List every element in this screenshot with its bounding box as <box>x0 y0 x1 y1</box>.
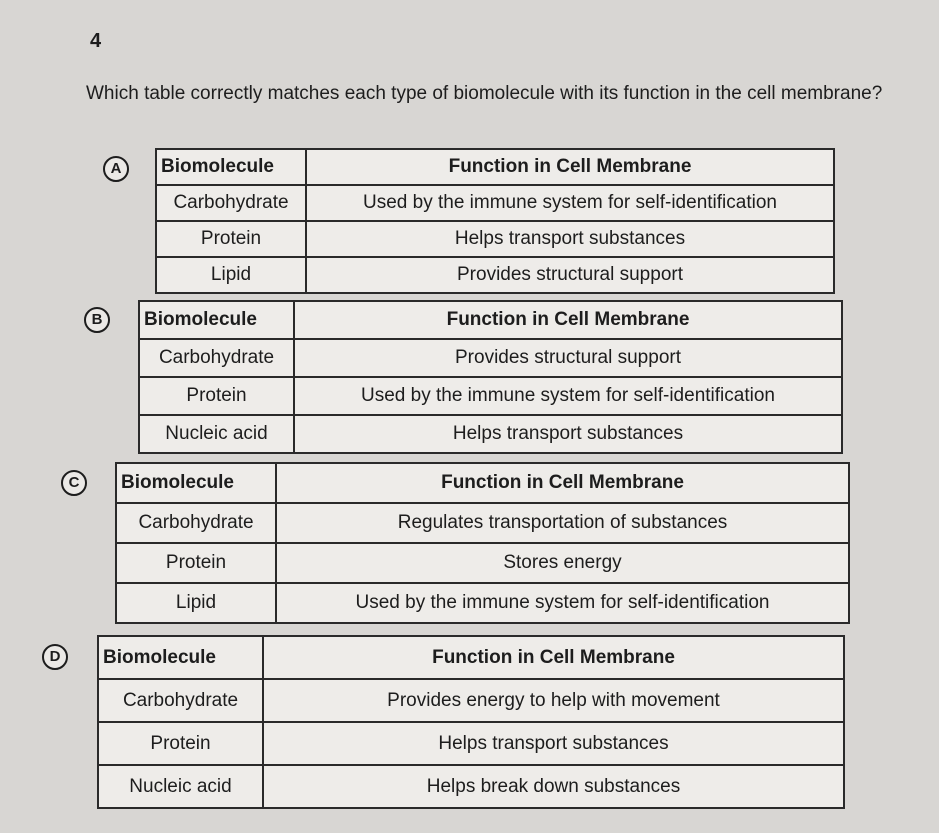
header-biomolecule: Biomolecule <box>98 636 263 679</box>
cell-biomolecule: Carbohydrate <box>139 339 294 377</box>
cell-biomolecule: Carbohydrate <box>98 679 263 722</box>
option-d-table <box>97 635 845 809</box>
cell-function: Regulates transportation of substances <box>276 503 849 543</box>
header-function: Function in Cell Membrane <box>276 463 849 503</box>
cell-biomolecule: Lipid <box>156 257 306 293</box>
cell-function: Used by the immune system for self-identification <box>306 185 834 221</box>
cell-function: Provides structural support <box>294 339 842 377</box>
question-stem: Which table correctly matches each type of biomolecule with its function in the cell membrane? <box>86 83 883 104</box>
header-function: Function in Cell Membrane <box>306 149 834 185</box>
cell-function: Provides structural support <box>306 257 834 293</box>
option-d-letter-badge[interactable]: D <box>42 644 68 670</box>
option-b-letter-badge[interactable]: B <box>84 307 110 333</box>
cell-function: Helps break down substances <box>263 765 844 808</box>
cell-function: Used by the immune system for self-identification <box>294 377 842 415</box>
cell-biomolecule: Lipid <box>116 583 276 623</box>
cell-biomolecule: Nucleic acid <box>139 415 294 453</box>
question-number: 4 <box>90 30 102 52</box>
header-biomolecule: Biomolecule <box>139 301 294 339</box>
cell-function: Provides energy to help with movement <box>263 679 844 722</box>
option-c-table <box>115 462 850 624</box>
cell-biomolecule: Carbohydrate <box>116 503 276 543</box>
option-a-letter-badge[interactable]: A <box>103 156 129 182</box>
option-c-letter-badge[interactable]: C <box>61 470 87 496</box>
header-biomolecule: Biomolecule <box>116 463 276 503</box>
header-function: Function in Cell Membrane <box>294 301 842 339</box>
cell-biomolecule: Carbohydrate <box>156 185 306 221</box>
cell-biomolecule: Protein <box>98 722 263 765</box>
cell-biomolecule: Protein <box>139 377 294 415</box>
header-biomolecule: Biomolecule <box>156 149 306 185</box>
option-a-table <box>155 148 835 294</box>
cell-function: Helps transport substances <box>306 221 834 257</box>
cell-biomolecule: Nucleic acid <box>98 765 263 808</box>
cell-biomolecule: Protein <box>156 221 306 257</box>
option-b-table <box>138 300 843 454</box>
cell-function: Helps transport substances <box>263 722 844 765</box>
header-function: Function in Cell Membrane <box>263 636 844 679</box>
cell-biomolecule: Protein <box>116 543 276 583</box>
cell-function: Used by the immune system for self-identification <box>276 583 849 623</box>
cell-function: Stores energy <box>276 543 849 583</box>
cell-function: Helps transport substances <box>294 415 842 453</box>
